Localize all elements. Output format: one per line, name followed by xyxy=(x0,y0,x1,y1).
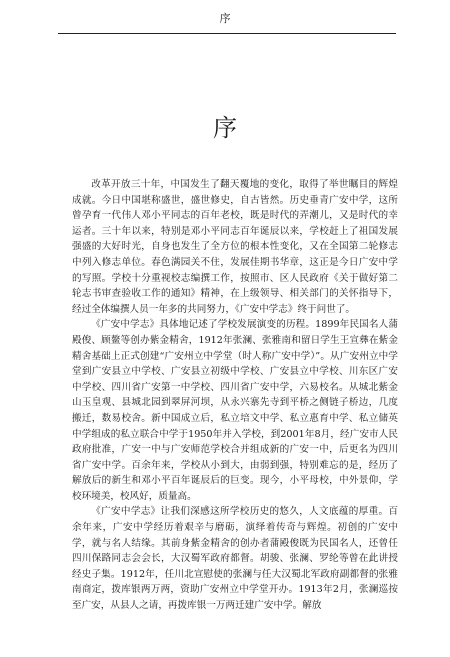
paragraph-3: 《广安中学志》让我们深感这所学校历史的悠久，人文底蕴的厚重。百余年来，广安中学经历着艰辛与磨砺，演绎着传奇与辉煌。初创的广安中学，就与名人结缘。其前身紫金精舍的创办者蒲殿俊既为民国名人，还曾任四川保路同志会会长，大汉蜀军政府都督。胡骏、张澜、罗纶等曾在此讲授经史子集。1912年，任川北宣慰使的张澜与任大汉蜀北军政府副都督的张雅南商定，拨库银两万两，资助广安州立中学堂开办。1913年2月，张澜巡按至广安，从县人之请，再拨库银一万两迁建广安中学。解放 xyxy=(72,506,398,612)
header-rule xyxy=(58,33,396,34)
page-title: 序 xyxy=(213,114,237,142)
running-head: 序 xyxy=(219,12,231,25)
paragraph-2: 《广安中学志》具体地记述了学校发展演变的历程。1899年民国名人蒲殿俊、顾鳌等创办紫金精舍，1912年张澜、张雅南和留日学生王宣彝在紫金精舍基础上正式创建“广安州立中学堂（时人称广安中学）”。从广安州立中学堂到广安县立中学校、广安县立初级中学校、广安县立中学校、川东区广安中学校、四川省广安第一中学校、四川省广安中学，六易校名。从城北紫金山玉皇观、县城北园到翠屏河坝，从永兴寨先寺到平桥之侧链子桥边，几度搬迁，数易校舍。新中国成立后，私立培文中学、私立惠育中学、私立储英中学组成的私立联合中学于1950年并入学校，到2001年8月，经广安市人民政府批准，广安一中与广安师范学校合并组成新的广安一中，后更名为四川省广安中学。百余年来，学校从小到大，由弱到强，特别难忘的是，经历了解放后的新生和邓小平百年诞辰后的巨变。现今，小平母校，中外景仰，学校环境美，校风好，质量高。 xyxy=(72,319,398,502)
body-text xyxy=(72,177,398,614)
paragraph-1: 改革开放三十年，中国发生了翻天覆地的变化，取得了举世瞩目的辉煌成就。今日中国堪称盛世，盛世修史，自古皆然。历史垂青广安中学，这所曾孕育一代伟人邓小平同志的百年老校，既是时代的弄潮儿，又是时代的幸运者。三十年以来，特别是邓小平同志百年诞辰以来，学校赶上了祖国发展强盛的大好时光，自身也发生了全方位的根本性变化，又在全国第二轮修志中列入修志单位。春色满园关不住，发展佳期书华章，这正是今日广安中学的写照。学校十分重视校志编撰工作，按照市、区人民政府《关于做好第二轮志书审查验收工作的通知》精神，在上级领导、相关部门的关怀指导下，经过全体编撰人员一年多的共同努力，《广安中学志》终于问世了。 xyxy=(72,179,398,315)
